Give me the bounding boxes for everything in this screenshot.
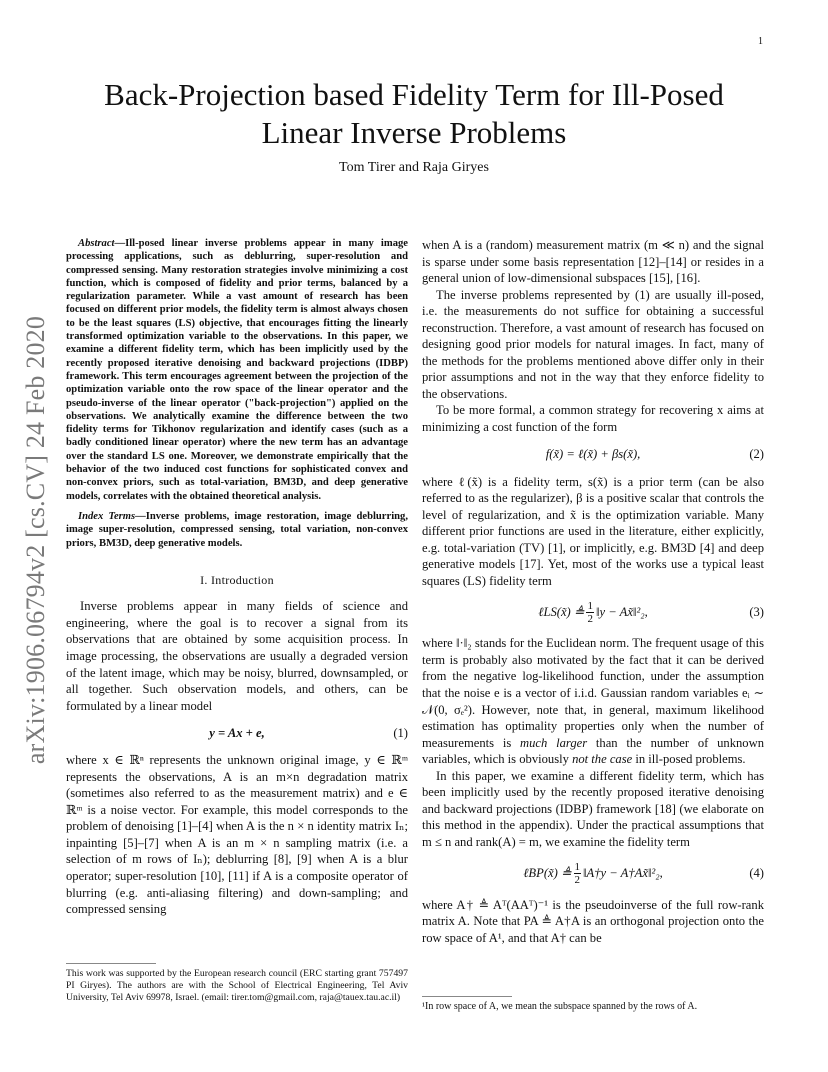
intro-paragraph-1: Inverse problems appear in many fields of science and engineering, where the goal is to recover a signal from its observations that are obtained by some acquisition process. In image processing, the observations are usually a degraded version of the latent image, which may be noisy, blurred, downsampled, or all together. Such observation models, and others, can be formulated by a linear model	[66, 599, 408, 713]
right-paragraph-6: In this paper, we examine a different fidelity term, which has been implicitly used by the recently proposed iterative denoising and backward projections (IDBP) framework [18] (we elaborate on this method in the appendix). Under the practical assumptions that m ≤ n and rank(A) = m, we examine the fidelity term	[422, 768, 764, 849]
arxiv-stamp-text: arXiv:1906.06794v2 [cs.CV] 24 Feb 2020	[21, 315, 50, 765]
right-paragraph-5-a: where ‖·‖₂ stands for the Euclidean norm. The frequent usage of this term is probably also motivated by the fact that it can be derived from the negative log-likelihood function, under the assumption that the noise e is a vector of i.i.d. Gaussian random variables eᵢ ∼ 𝒩(0, σₑ²). However, note that, in general, maximum likelihood estimation has optimality properties only when the number of measurements is	[422, 636, 764, 750]
intro-paragraph-2-lead: where	[66, 753, 103, 768]
equation-2-body: f(x̃) = ℓ(x̃) + βs(x̃),	[545, 447, 641, 462]
equation-2	[422, 442, 764, 468]
right-paragraph-5	[422, 635, 764, 767]
right-paragraph-5-emphasis-2: not the case	[572, 752, 633, 767]
fraction-numerator: 1	[587, 599, 593, 612]
section-heading: I. Introduction	[200, 572, 274, 587]
right-paragraph-1: when A is a (random) measurement matrix (m ≪ n) and the signal is sparse under some basis representation [12]–[14] or resides in a general union of low-dimensional subspaces [15], [16].	[422, 238, 764, 286]
equation-1-number: (1)	[393, 725, 408, 740]
equation-3-fraction	[586, 600, 594, 625]
fraction-denominator: 2	[587, 612, 593, 625]
equation-1	[66, 720, 408, 746]
right-paragraph-5-b: than the number of unknown variables, which is obviously	[422, 735, 764, 767]
index-terms-label: Index Terms	[78, 510, 136, 522]
equation-4-fraction	[574, 861, 582, 886]
right-paragraph-5-c: in ill-posed problems.	[632, 752, 746, 767]
equation-3-lhs: ℓLS(x̃) ≜	[538, 605, 585, 620]
left-column	[66, 237, 408, 918]
intro-paragraph-2	[66, 752, 408, 917]
footnote-rule	[66, 963, 156, 964]
paper-authors: Tom Tirer and Raja Giryes	[339, 160, 489, 175]
equation-4-lhs: ℓBP(x̃) ≜	[523, 866, 572, 881]
right-paragraph-7: where A† ≜ Aᵀ(AAᵀ)⁻¹ is the pseudoinverse of the full row-rank matrix A. Note that PA ≜ A†A is an orthogonal projection onto the row space of A¹, and that A† can be	[422, 897, 764, 945]
equation-3-number: (3)	[749, 605, 764, 620]
equation-4	[422, 857, 764, 891]
abstract-label: Abstract	[78, 238, 115, 249]
equation-1-body: y = Ax + e,	[209, 725, 265, 740]
footnote-rule	[422, 996, 512, 997]
equation-2-number: (2)	[749, 447, 764, 462]
right-paragraph-3: To be more formal, a common strategy for recovering x aims at minimizing a cost function of the form	[422, 403, 764, 435]
right-column	[422, 237, 764, 946]
abstract	[66, 237, 408, 503]
intro-paragraph-2-body: x ∈ ℝⁿ represents the unknown original image, y ∈ ℝᵐ represents the observations, A is an m×n degradation matrix (sometimes also referred to as the measurement matrix) and e ∈ ℝᵐ is a noise vector. For example, this model corresponds to the problem of denoising [1]–[4] when A is the n × n identity matrix Iₙ; inpainting [5]–[7] when A is an m × n sampling matrix (i.e. a selection of m rows of Iₙ); deblurring [8], [9] when A is a blur operator; super-resolution [10], [11] if A is a composite operator of blurring (e.g. anti-aliasing filtering) and down-sampling; and compressed sensing	[66, 753, 408, 917]
equation-3	[422, 595, 764, 629]
right-paragraph-4: where ℓ(x̃) is a fidelity term, s(x̃) is a prior term (can be also referred to as the regularizer), β is a positive scalar that controls the level of regularization, and x̃ is the optimization variable. Many different prior functions are used in the literature, either explicitly, e.g. total-variation (TV) [1], or implicitly, e.g. BM3D [4] and deep generative models [17]. Yet, most of the works use a typical least squares (LS) fidelity term	[422, 474, 764, 588]
footnote-funding-text: This work was supported by the European research council (ERC starting grant 757497 PI Giryes). The authors are with the School of Electrical Engineering, Tel Aviv University, Tel Aviv 69978, Israel. (email: tirer.tom@gmail.com, raja@tauex.tau.ac.il)	[66, 968, 408, 1004]
paper-title: Back-Projection based Fidelity Term for Ill-Posed Linear Inverse Problems	[104, 77, 724, 150]
index-terms-text: —Inverse problems, image restoration, image deblurring, image super-resolution, compressed sensing, total variation, non-convex priors, BM3D, deep generative models.	[66, 510, 408, 549]
abstract-text: —Ill-posed linear inverse problems appear in many image processing applications, such as deblurring, super-resolution and compressed sensing. Many restoration strategies involve minimizing a cost function, which is composed of fidelity and prior terms, balanced by a regularization parameter. While a vast amount of research has been focused on different prior models, the fidelity term is almost always chosen to be the least squares (LS) objective, that encourages fitting the linearly transformed optimization variable to the observations. In this paper, we examine a different fidelity term, which has been implicitly used by the recently proposed iterative denoising and backward projections (IDBP) framework. This term encourages agreement between the projection of the optimization variable onto the row space of the linear operator and the pseudo-inverse of the linear operator ("back-projection") applied on the observations. We analytically examine the difference between the two fidelity terms for Tikhonov regularization and identify cases (such as a badly conditioned linear operator) where the new term has an advantage over the standard LS one. Moreover, we demonstrate empirically that the behavior of the two induced cost functions for sophisticated convex and non-convex priors, such as total-variation, BM3D, and deep generative models, correlates with the obtained theoretical analysis.	[66, 238, 408, 502]
right-paragraph-2: The inverse problems represented by (1) are usually ill-posed, i.e. the measurements do not suffice for obtaining a successful reconstruction. Therefore, a vast amount of research has focused on designing good prior models for natural images. In fact, many of the methods for the problems mentioned above differ only in their prior assumptions and not in the way that they enforce fidelity to the observations.	[422, 287, 764, 401]
footnote-row-space	[422, 996, 764, 1013]
equation-3-rhs: ‖y − Ax̃‖²₂,	[595, 605, 648, 620]
right-paragraph-5-emphasis-1: much larger	[520, 735, 588, 750]
equation-4-rhs: ‖A†y − A†Ax̃‖²₂,	[583, 866, 663, 881]
fraction-denominator: 2	[574, 874, 580, 886]
page-number: 1	[758, 36, 763, 47]
equation-4-number: (4)	[749, 866, 764, 881]
index-terms	[66, 510, 408, 550]
footnote-funding	[66, 963, 408, 1004]
footnote-row-space-text: ¹In row space of A, we mean the subspace spanned by the rows of A.	[422, 1001, 698, 1012]
fraction-numerator: 1	[574, 861, 580, 873]
